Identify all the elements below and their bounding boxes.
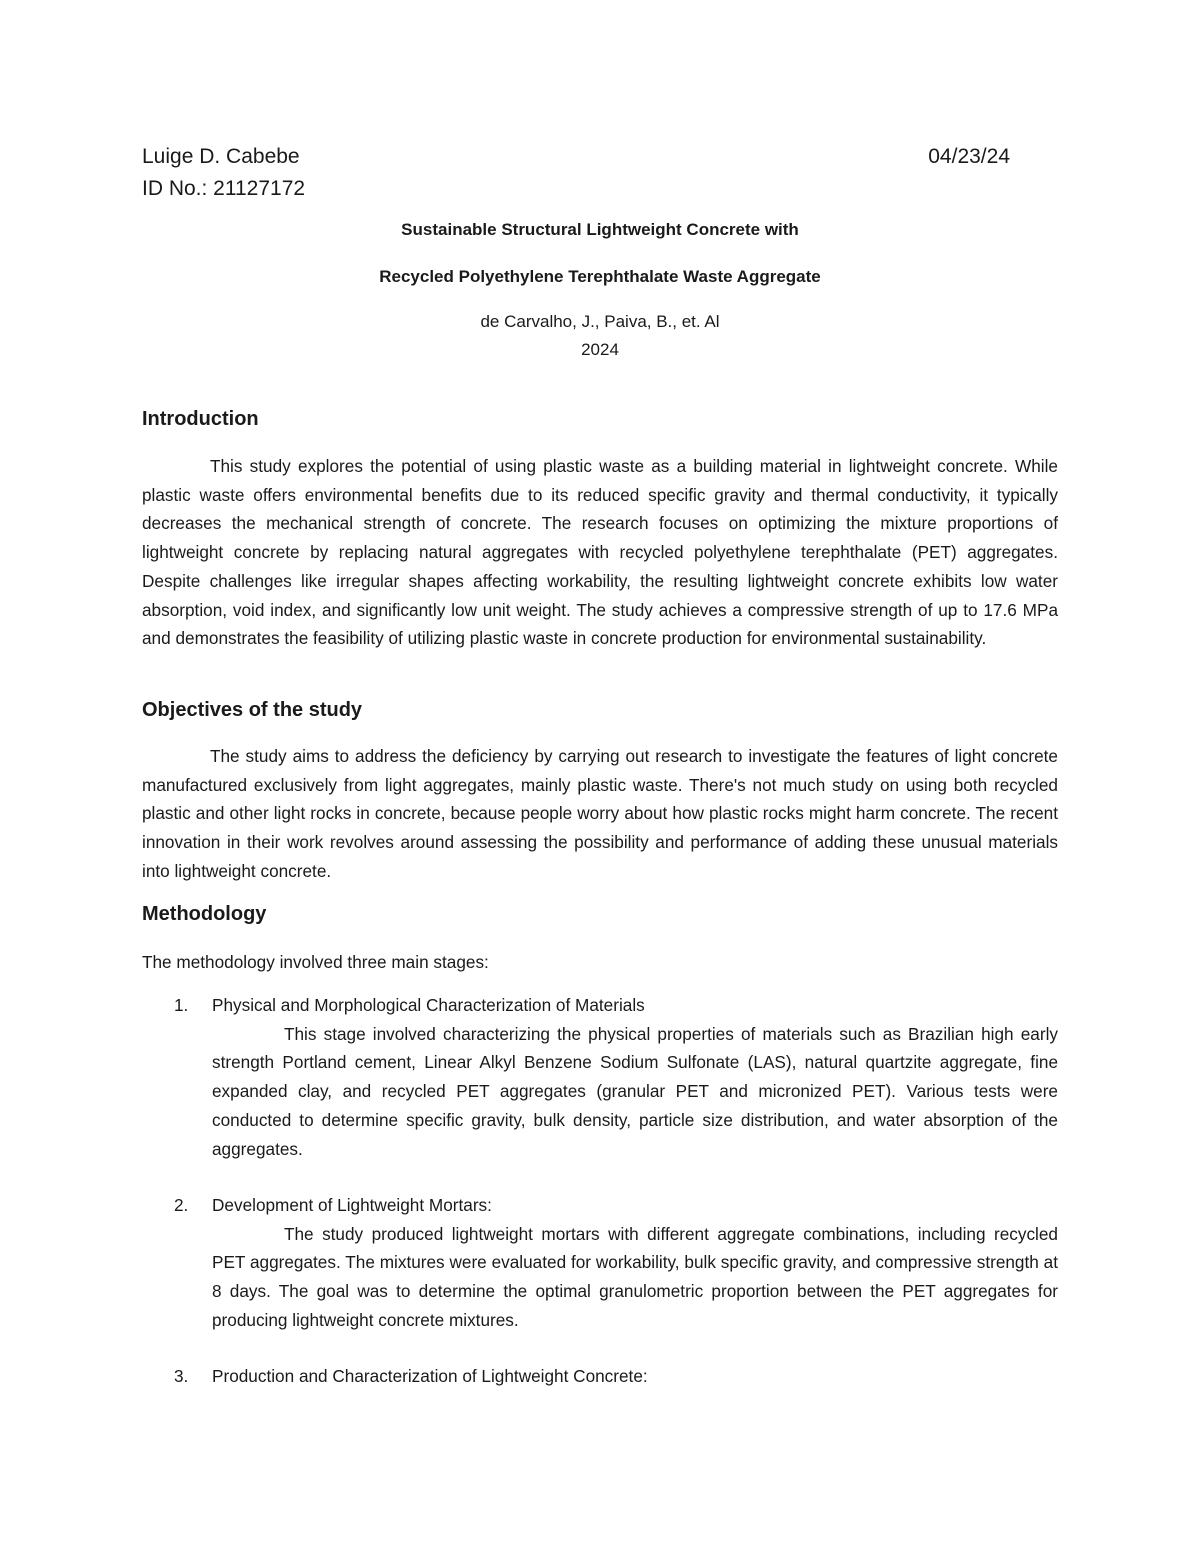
list-item-body: This stage involved characterizing the physical properties of materials such as Brazilian high early strength Portland cement, Linear Alkyl Benzene Sodium Sulfonate (LAS), natural quartzite aggregate, fine expanded clay, and recycled PET aggregates (granular PET and micronized PET). Various tests were conducted to determine specific gravity, bulk density, particle size distribution, and water absorption of the aggregates. [212, 1023, 1058, 1159]
list-item-number: 3. [174, 1366, 189, 1386]
list-item-title: Physical and Morphological Characterization of Materials [212, 995, 645, 1015]
objectives-heading: Objectives of the study [142, 699, 363, 721]
paper-authors: de Carvalho, J., Paiva, B., et. Al [480, 312, 720, 331]
paper-title-line-1: Sustainable Structural Lightweight Concrete with [401, 220, 799, 239]
methodology-heading: Methodology [142, 903, 267, 925]
list-item-body: The study produced lightweight mortars with different aggregate combinations, including recycled PET aggregates. The mixtures were evaluated for workability, bulk specific gravity, and compressive strength at 8 days. The goal was to determine the optimal granulometric proportion between the PET aggregates for producing lightweight concrete mixtures. [212, 1223, 1058, 1330]
author-name: Luige D. Cabebe [142, 145, 300, 168]
list-item-number: 1. [174, 995, 189, 1015]
list-item-title: Development of Lightweight Mortars: [212, 1195, 492, 1215]
objectives-text: The study aims to address the deficiency by carrying out research to investigate the features of light concrete manufactured exclusively from light aggregates, mainly plastic waste. There's not much study on using both recycled plastic and other light rocks in concrete, because people worry about how plastic rocks might harm concrete. The recent innovation in their work revolves around assessing the possibility and performance of adding these unusual materials into lightweight concrete. [142, 746, 1058, 881]
introduction-heading: Introduction [142, 408, 259, 430]
list-item [174, 991, 1058, 1166]
list-item-number: 2. [174, 1195, 189, 1215]
header-row [142, 142, 1010, 172]
paper-title-line-2: Recycled Polyethylene Terephthalate Waste Aggregate [379, 267, 821, 286]
document-date: 04/23/24 [928, 145, 1010, 168]
list-item [174, 1362, 1058, 1392]
paper-year: 2024 [581, 340, 619, 359]
list-item-title: Production and Characterization of Lightweight Concrete: [212, 1366, 648, 1386]
methodology-intro: The methodology involved three main stages: [142, 952, 489, 972]
introduction-text: This study explores the potential of using plastic waste as a building material in lightweight concrete. While plastic waste offers environmental benefits due to its reduced specific gravity and thermal conductivity, it typically decreases the mechanical strength of concrete. The research focuses on optimizing the mixture proportions of lightweight concrete by replacing natural aggregates with recycled polyethylene terephthalate (PET) aggregates. Despite challenges like irregular shapes affecting workability, the resulting lightweight concrete exhibits low water absorption, void index, and significantly low unit weight. The study achieves a compressive strength of up to 17.6 MPa and demonstrates the feasibility of utilizing plastic waste in concrete production for environmental sustainability. [142, 456, 1058, 649]
student-id: ID No.: 21127172 [142, 177, 306, 200]
list-item [174, 1191, 1058, 1336]
